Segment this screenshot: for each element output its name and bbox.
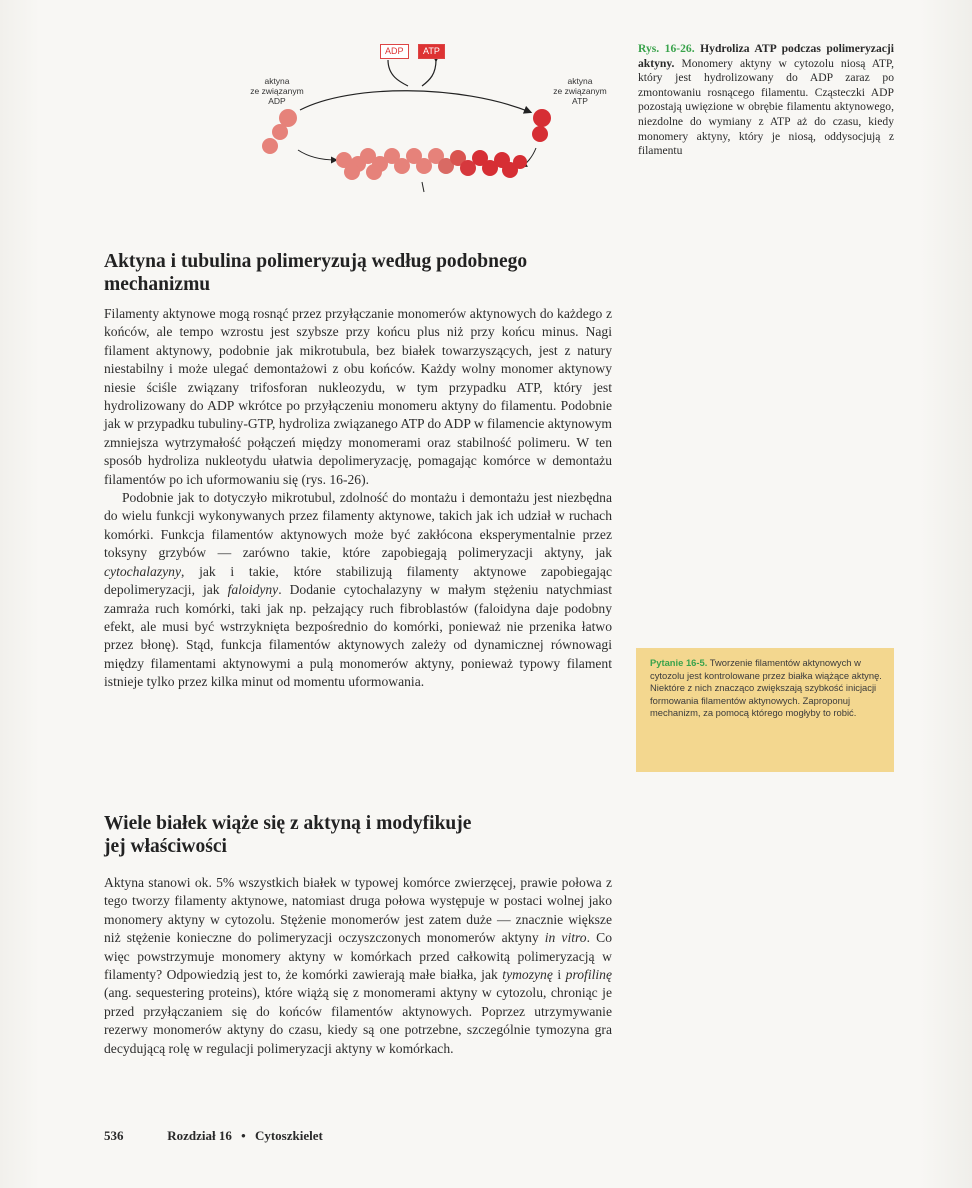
label-actin-atp: aktyna ze związanym ATP — [553, 76, 607, 106]
atp-monomer — [533, 109, 551, 127]
italic-term: tymozynę — [502, 967, 553, 983]
italic-term: faloidyny — [227, 582, 279, 598]
text-run: , jak i takie, które stabilizują filamenty aktynowe zapobiegając depolimeryzacji, jak — [104, 563, 612, 598]
page-number: 536 — [104, 1128, 124, 1143]
text-run: Aktyna stanowi ok. 5% wszystkich białek w typowej komórce zwierzęcej, prawie połowa z tego tworzy filamenty aktynowe, natomiast druga połowa występuje w postaci wolnej jako monomery aktyny w cytozolu. Stężenie monomerów jest zatem duże — znacznie większe niż stężenie konieczne do polimeryzacji oczyszczonych monomerów aktyny — [104, 875, 612, 946]
question-box — [636, 648, 894, 772]
text-run: . Dodanie cytochalazyny w małym stężeniu natychmiast zamraża ruch komórki, taki jak np. pełzający ruch fibroblastów (faloidyna daje podobny efekt, ale musi być wstrzyknięta bezpośrednio do komórki, ponieważ nie przenika łatwo przez błonę). Stąd, funkcja filamentów aktynowych zależy od dynamicznej równowagi między filamentami aktynowymi a pulą monomerów aktyny, ponieważ typowy filament istnieje tylko przez kilka minut od momentu uformowania. — [104, 582, 612, 690]
question-text: Tworzenie filamentów aktynowych w cytozolu jest kontrolowane przez białka wiążące aktynę. Niektóre z nich znacząco zwiększają szybkość inicjacji formowania filamentów aktynowych. Zaproponuj mechanizm, za pomocą którego mogłyby to robić. — [650, 657, 882, 719]
question-title: Pytanie 16-5. — [650, 657, 708, 668]
text-run: (ang. sequestering proteins), które wiążą się z monomerami aktyny w cytozolu, chroniąc je przed przyłączaniem się do końców filamentów aktynowych. Poprzez utrzymywanie rezerwy monomerów aktyny do czasu, kiedy są one potrzebne, szczególnie tymozyna gra decydującą rolę w regulacji polimeryzacji aktyny w komórkach. — [104, 985, 612, 1056]
depolymerization-arrow — [298, 150, 336, 160]
page-footer — [104, 1128, 323, 1144]
adp-tag: ADP — [380, 44, 409, 59]
actin-polymerization-figure — [240, 32, 620, 242]
filament-pointer — [422, 182, 424, 192]
heading-line: Aktyna i tubulina polimeryzują według podobnego — [104, 251, 528, 272]
actin-diagram — [240, 32, 620, 242]
chapter-title: Cytoszkielet — [254, 1128, 323, 1143]
figure-caption-text: Monomery aktyny w cytozolu niosą ATP, który jest hydrolizowany do ADP zaraz po zmontowaniu rosnącego filamentu. Cząsteczki ADP pozostają uwięzione w obrębie filamentu aktynowego, niezdolne do wymiany z ATP aż do czasu, kiedy monomery aktyny, który je niosą, oddysocjują z filamentu — [638, 56, 894, 158]
text-run: . Co więc powstrzymuje monomery aktyny w komórkach przed całkowitą polimeryzacją w filamenty? Odpowiedzią jest to, że komórki zawierają małe białka, jak — [104, 930, 612, 983]
adp-release-arrow — [388, 60, 408, 86]
section-heading — [104, 250, 527, 296]
heading-line: jej właściwości — [104, 836, 227, 857]
heading-line: Wiele białek wiąże się z aktyną i modyfikuje — [104, 813, 472, 834]
chapter-number: Rozdział 16 — [167, 1128, 232, 1143]
text-run: i — [552, 967, 566, 983]
section2-body — [104, 874, 612, 1058]
section-heading — [104, 812, 471, 858]
adp-monomer — [262, 138, 278, 154]
italic-term: in vitro — [544, 930, 587, 946]
figure-number: Rys. 16-26. — [638, 42, 695, 55]
label-actin-adp: aktyna ze związanym ADP — [250, 76, 304, 106]
paragraph: Filamenty aktynowe mogą rosnąć przez przyłączanie monomerów aktynowych do każdego z końców, ale tempo wzrostu jest szybsze przy końcu plus niż przy końcu minus. Nagi filament aktynowy, podobnie jak mikrotubula, bez białek towarzyszących, jest z natury niestabilny i może ulegać demontażowi z obu końców. Każdy wolny monomer aktynowy niesie ściśle związany trifosforan nukleozydu, w tym przypadku ATP, który jest hydrolizowany do ADP wkrótce po przyłączeniu monomeru aktyny do filamentu. Podobnie jak w przypadku tubuliny-GTP, hydroliza związanego ATP do ADP w filamencie aktynowym zmniejsza wytrzymałość połączeń między monomerami oraz stabilność polimeru. W ten sposób hydroliza nukleotydu ułatwia depolimeryzację, pomagając komórce w demontażu filamentów po ich uformowaniu się (rys. 16-26). — [104, 306, 612, 487]
text-run: Podobnie jak to dotyczyło mikrotubul, zdolność do montażu i demontażu jest niezbędna do wielu funkcji wykonywanych przez filamenty aktynowe, takich jak ich udział w ruchach komórki. Funkcja filamentów aktynowych może być zakłócona eksperymentalnie przez toksyny grzybów — zarówno takie, które zapobiegają polimeryzacji aktyny, jak — [104, 490, 612, 561]
adp-monomer — [272, 124, 288, 140]
exchange-arrow — [300, 91, 530, 112]
paragraph — [104, 874, 612, 1058]
bullet-separator: • — [241, 1128, 246, 1143]
figure-caption — [638, 42, 894, 159]
atp-tag: ATP — [418, 44, 445, 59]
heading-line: mechanizmu — [104, 274, 211, 295]
section1-body — [104, 305, 612, 692]
figure-title: Hydroliza ATP podczas polimeryzacji aktyny. — [638, 42, 894, 70]
actin-filament — [336, 148, 527, 180]
atp-monomer — [532, 126, 548, 142]
atp-binding-arrow — [422, 60, 436, 86]
italic-term: profilinę — [565, 967, 612, 983]
italic-term: cytochalazyny — [104, 563, 181, 579]
paragraph — [104, 489, 612, 691]
